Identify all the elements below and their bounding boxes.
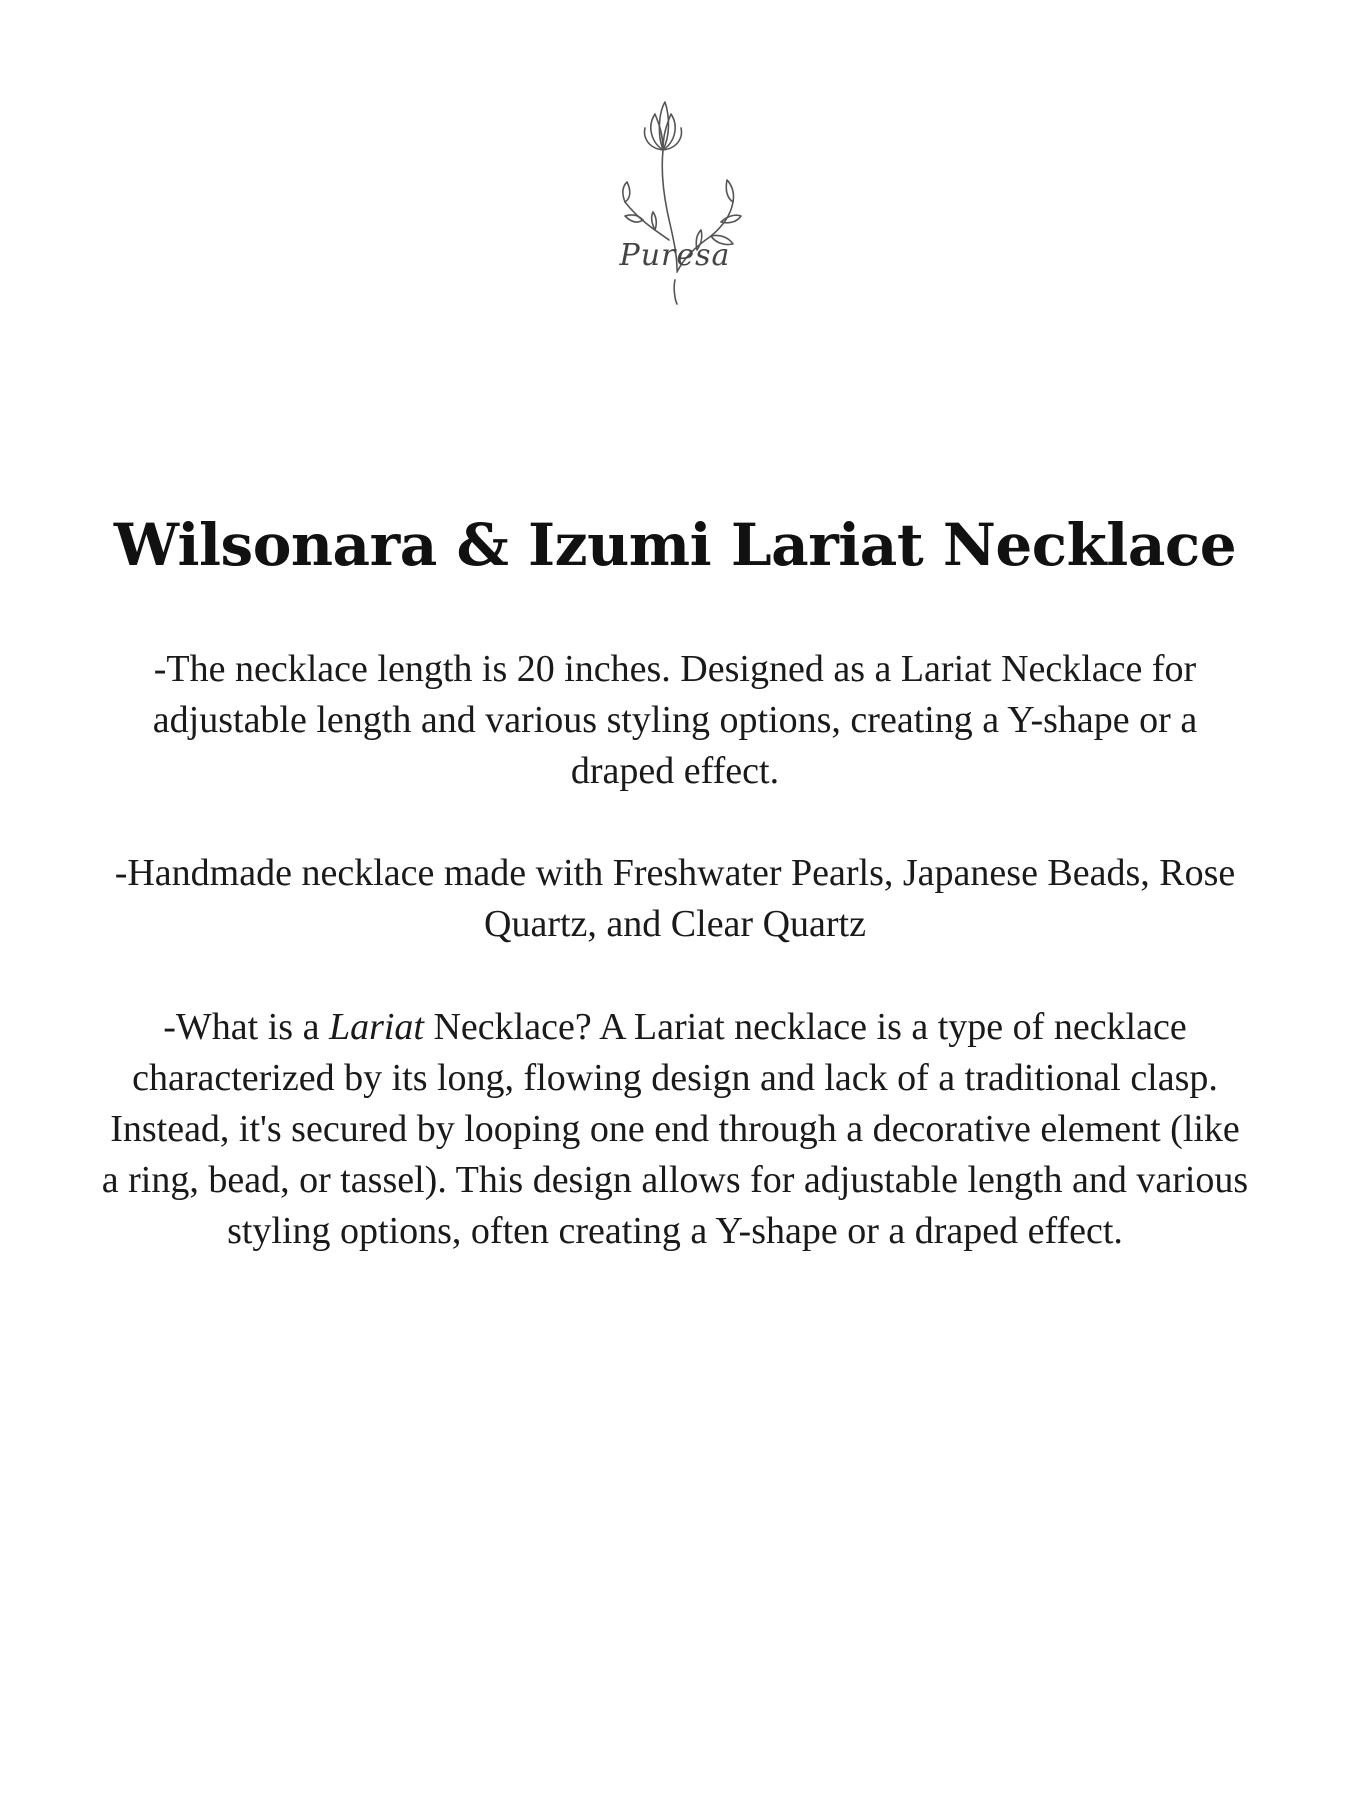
brand-name: Puresa [619,238,731,273]
lariat-emphasis: Lariat [328,1006,424,1048]
description-length: -The necklace length is 20 inches. Designed as a Lariat Necklace for adjustable length and various styling options, creating a Y-shape or a draped effect. [152,648,1198,792]
description-lariat-explanation [100,1002,1250,1257]
brand-logo [585,90,765,320]
lariat-prefix: -What is a [163,1006,329,1048]
flower-branch-icon [585,90,765,320]
description-materials: -Handmade necklace made with Freshwater Pearls, Japanese Beads, Rose Quartz, and Clear Quartz [114,852,1236,945]
product-title: Wilsonara & Izumi Lariat Necklace [113,511,1237,579]
lariat-suffix: Necklace? A Lariat necklace is a type of necklace characterized by its long, flowing design and lack of a traditional clasp. Instead, it's secured by looping one end through a decorative element (like a ring, bead, or tassel). This design allows for adjustable length and various styling options, often creating a Y-shape or a draped effect. [101,1006,1249,1252]
